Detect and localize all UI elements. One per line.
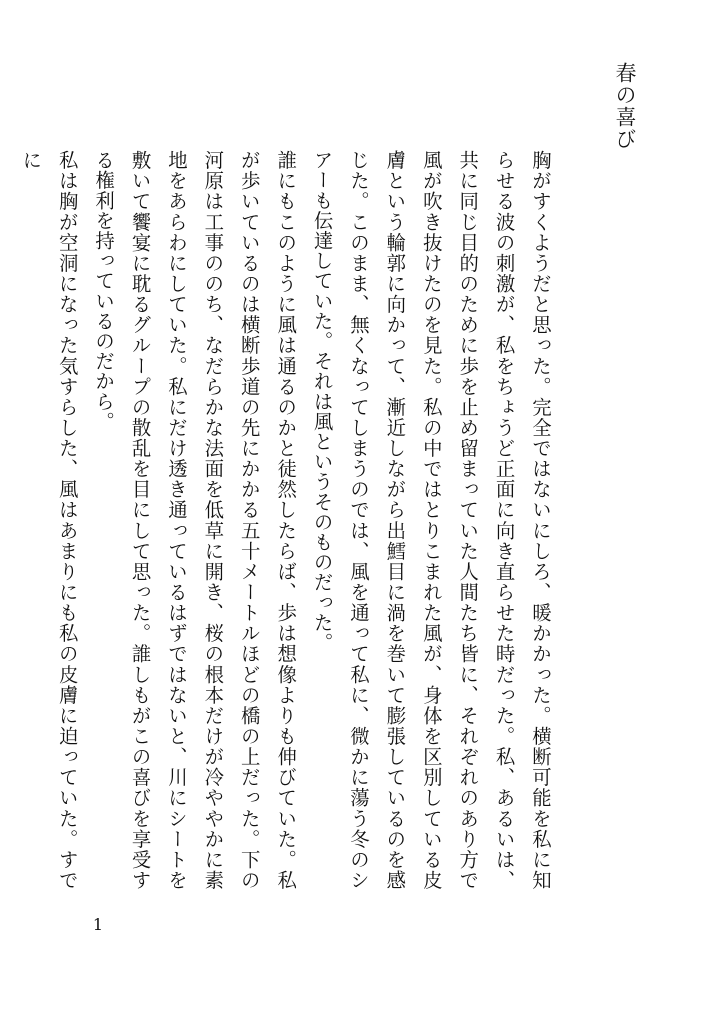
paragraph-2: 誰にもこのように風は通るのかと徒然したらば、歩は想像よりも伸びていた。私が歩いているのは横断歩道の先にかかる五十メートルほどの橋の上だった。下の河原は工事ののち、なだらかな法面を低草に開き、桜の根本だけが冷ややかに素地をあらわにしていた。私にだけ透き通っているはずではないと、川にシートを敷いて饗宴に耽るグループの散乱を目にして思った。誰しもがこの喜びを享受する権利を持っているのだから。 [92,150,298,890]
page-number: 1 [92,915,104,934]
paragraph-3: 私は胸が空洞になった気すらした、風はあまりにも私の皮膚に迫っていた。すでに [19,150,79,890]
body-text [19,150,558,890]
paragraph-1: 胸がすくようだと思った。完全ではないにしろ、暖かかった。横断可能を私に知らせる波の刺激が、私をちょうど正面に向き直らせた時だった。私、あるいは、共に同じ目的のために歩を止め留まっていた人間たち皆に、それぞれのあり方で風が吹き抜けたのを見た。私の中ではとりこまれた風が、身体を区別している皮膚という輪郭に向かって、漸近しながら出鱈目に渦を巻いて膨張しているのを感じた。このまま、無くなってしまうのでは、風を通って私に、微かに蕩う冬のシアーも伝達していた。それは風というそのものだった。 [310,150,552,890]
document-title: 春の喜び [613,62,637,150]
